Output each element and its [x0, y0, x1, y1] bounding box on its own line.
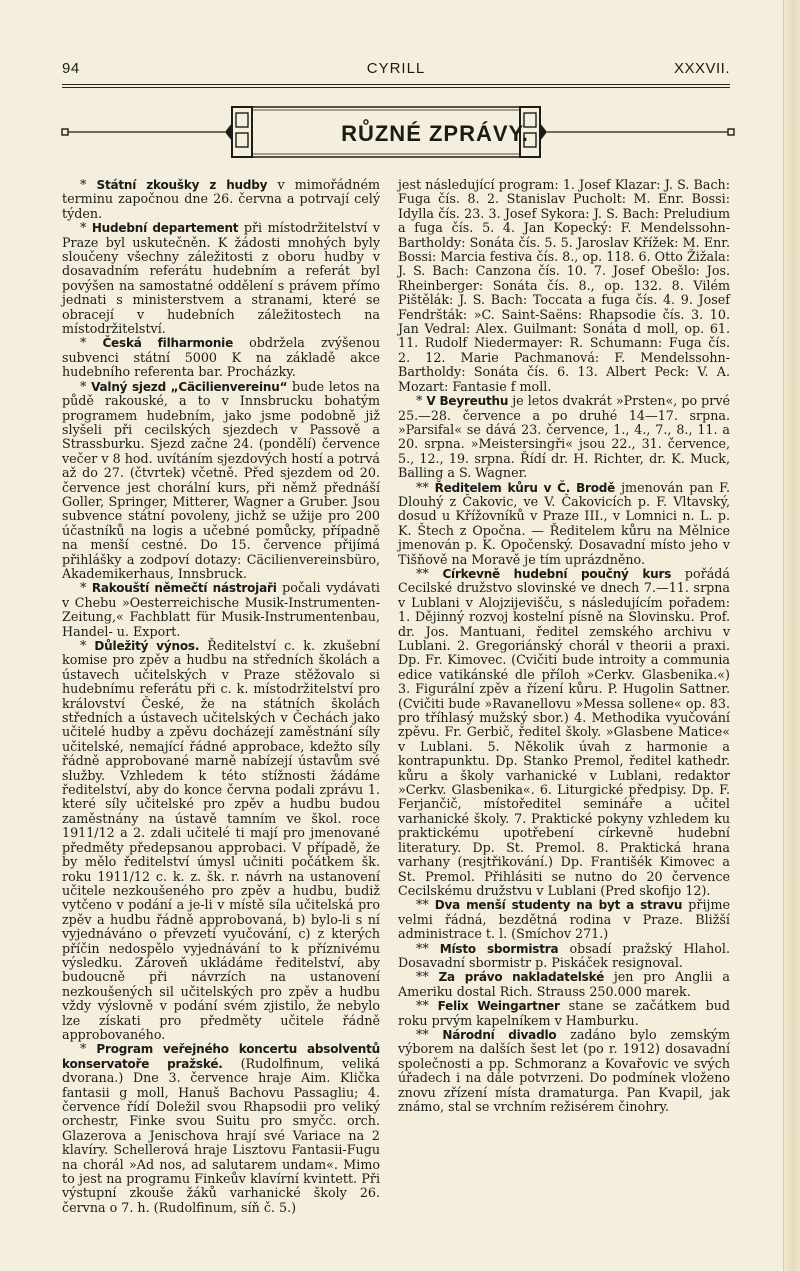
news-item: * Valný sjezd „Cäcilienvereinu“ bude letos na půdě rakouské, a to v Innsbrucku bohatým programem hudebním, jako jsme podobně již slyšeli při cecilských sjezdech v Passově a Strassburku. Sjezd začne 24. (pondělí) července večer v 8 hod. uvítáním sjezdových hostí a potrvá až do 27. (čtvrtek) včetně. Před sjezdem od 20. července jest chorální kurs, při němž přednáší Goller, Springer, Mitterer, Wagner a Gruber. Jsou subvence státní povoleny, jichž se užije pro 200 účastníků na logis a učebné pomůcky, případně na menší cestné. Do 15. července přijímá přihlášky a zodpoví dotazy: Cäcilienvereinsbüro, Akademikerhaus, Innsbruck.	[62, 378, 380, 581]
news-heading: Felix Weingartner	[437, 999, 560, 1014]
news-text: jen pro Anglii a Ameriku dostal Rich. Strauss 250.000 marek.	[398, 969, 730, 999]
left-column	[62, 178, 380, 1215]
news-item: * Rakouští němečtí nástrojaři počali vydávati v Chebu »Oesterreichische Musik-Instrumenten-Zeitung,« Fachblatt für Musik-Instrumentenbau, Handel- u. Export.	[62, 580, 380, 639]
news-heading: Valný sjezd „Cäcilienvereinu“	[91, 379, 288, 394]
news-heading: Rakouští němečtí nástrojaři	[91, 581, 277, 596]
volume-number: XXXVII.	[673, 60, 730, 77]
news-text: Ředitelství c. k. zkušební komise pro zpěv a hudbu na středních školách a ústavech učitelských v Praze stěžovalo si hudebnímu referátu při c. k. místodržitelství pro království České, že na státních školách středních a ústavech učitelských v Čechách jako učitelé hudby a zpěvu docházejí zaměstnání síly učitelské, nemající řádné approbace, kdežto síly řádně approbované marně nabízejí ústavům své služby. Vzhledem k této stížnosti žádáme ředitelství, aby do konce června podali zprávu 1. které síly učitelské pro zpěv a hudbu budou zaměstnány na ústavě tamním ve škol. roce 1911/12 a 2. zdali učitelé ti mají pro jmenované předměty předepsanou approbaci. V případě, že by mělo ředitelství úmysl učiniti počátkem šk. roku 1911/12 c. k. z. šk. r. návrh na ustanovení učitele nezkoušeného pro zpěv a hudbu, budiž vytčeno v podání a je-li v místě síla učitelská pro zpěv a hudbu řádně approbovaná, b) bylo-li s ní vyjednáváno o převzetí vyučování, c) z kterých příčin nedospělo vyjednávání to k příznivému výsledku. Zároveň ukládáme ředitelství, aby budoucně při návrzích na ustanovení nezkoušených sil učitelských pro zpěv a hudbu vždy výslovně v podání svém zjistilo, že nebylo lze získati pro předměty učitele řádně approbovaného.	[62, 638, 380, 1042]
news-item-continued	[398, 178, 730, 394]
news-heading: V Beyreuthu	[426, 394, 509, 409]
news-item: * Program veřejného koncertu absolventů konservatoře pražské. (Rudolfinum, veliká dvorana.) Dne 3. července hraje Aim. Klička fantasii g moll, Hanuš Bachovu Passagliu; 4. července řídí Doležil svou Rhapsodii pro veliký orchestr, Finke svou Suitu pro smyčc. orch. Glazerova a Jenischova hrají své Variace na 2 klavíry. Schellerová hraje Lisztovu Fantasii-Fugu na chorál »Ad nos, ad salutarem undam«. Mimo to jest na programu Finkeův klavírní kvintett. Při výstupní zkouše žáků varhanické školy 26. června o 7. h. (Rudolfinum, síň č. 5.)	[62, 1041, 380, 1215]
news-item: * V Beyreuthu je letos dvakrát »Prsten«, po prvé 25.—28. července a po druhé 14—17. srpna. »Parsifal« se dává 23. července, 1., 4., 7., 8., 11. a 20. srpna. »Meistersingři« jsou 22., 31. července, 5., 12., 19. srpna. Řídí dr. H. Richter, dr. K. Muck, Balling a S. Wagner.	[398, 393, 730, 481]
news-heading: Místo sbormistra	[439, 941, 559, 956]
news-heading: Za právo nakladatelské	[438, 970, 605, 985]
news-text: obsadí pražský Hlahol. Dosavadní sbormistr p. Piskáček resignoval.	[398, 940, 730, 970]
news-item: ** Za právo nakladatelské jen pro Anglii a Ameriku dostal Rich. Strauss 250.000 marek.	[398, 969, 730, 999]
news-heading: Národní divadlo	[442, 1027, 557, 1042]
news-heading: Dva menší studenty na byt a stravu	[434, 898, 683, 913]
news-heading: Státní zkoušky z hudby	[96, 178, 268, 192]
news-text: při místodržitelství v Praze byl uskutečněn. K žádosti mnohých byly sloučeny všechny záležitosti z oboru hudby v dosavadním referátu hudebním a referát byl povýšen na samostatné oddělení s právem přímo jednati s ministerstvem a stranami, které se obracejí v hudebních záležitostech na místodržitelství.	[62, 220, 380, 337]
right-column	[398, 178, 730, 1114]
news-text: zadáno bylo zemským výborem na dalších šest let (po r. 1912) dosavadní společnosti a pp. Schmoranz a Kovařovic ve svých úřadech i na dále potvrzeni. Do podmínek vloženo znovu zřízení místa dramaturga. Pan Kvapil, jak známo, stal se vrchním režisérem činohry.	[398, 1026, 730, 1114]
news-item: ** Ředitelem kůru v Č. Brodě jmenován pan F. Dlouhý z Čakovic, ve V. Čakovicích p. F. Vltavský, dosud u Křížovníků v Praze III., v Lomnici n. L. p. K. Štech z Opočna. — Ředitelem kůru na Mělnice jmenován p. K. Opočenský. Dosavadní místo jeho v Tišňově na Moravě je tím uprázdněno.	[398, 479, 730, 567]
news-text: bude letos na půdě rakouské, a to v Innsbrucku bohatým programem hudebním, jako jsme podobně již slyšeli při cecilských sjezdech v Passově a Strassburku. Sjezd začne 24. (pondělí) července večer v 8 hod. uvítáním sjezdových hostí a potrvá až do 27. (čtvrtek) včetně. Před sjezdem od 20. července jest chorální kurs, při němž přednáší Goller, Springer, Mitterer, Wagner a Gruber. Jsou subvence státní povoleny, jichž se užije pro 200 účastníků na logis a učebné pomůcky, případně na menší cestné. Do 15. července přijímá přihlášky a zodpoví dotazy: Cäcilienvereinsbüro, Akademikerhaus, Innsbruck.	[62, 378, 380, 581]
news-item: * Důležitý výnos. Ředitelství c. k. zkušební komise pro zpěv a hudbu na středních školách a ústavech učitelských v Praze stěžovalo si hudebnímu referátu při c. k. místodržitelství pro království České, že na státních školách středních a ústavech učitelských v Čechách jako učitelé hudby a zpěvu docházejí zaměstnání síly učitelské, nemající řádné approbace, kdežto síly řádně approbované marně nabízejí ústavům své služby. Vzhledem k této stížnosti žádáme ředitelství, aby do konce června podali zprávu 1. které síly učitelské pro zpěv a hudbu budou zaměstnány na ústavě tamním ve škol. roce 1911/12 a 2. zdali učitelé ti mají pro jmenované předměty předepsanou approbaci. V případě, že by mělo ředitelství úmysl učiniti počátkem šk. roku 1911/12 c. k. z. šk. r. návrh na ustanovení učitele nezkoušeného pro zpěv a hudbu, budiž vytčeno v podání a je-li v místě síla učitelská pro zpěv a hudbu řádně approbovaná, b) bylo-li s ní vyjednáváno o převzetí vyučování, c) z kterých příčin nedospělo vyjednávání to k příznivému výsledku. Zároveň ukládáme ředitelství, aby budoucně při návrzích na ustanovení nezkoušených sil učitelských pro zpěv a hudbu vždy výslovně v podání svém zjistilo, že nebylo lze získati pro předměty učitele řádně approbovaného.	[62, 638, 380, 1042]
news-item: ** Národní divadlo zadáno bylo zemským výborem na dalších šest let (po r. 1912) dosavadní společnosti a pp. Schmoranz a Kovařovic ve svých úřadech i na dále potvrzeni. Do podmínek vloženo znovu zřízení místa dramaturga. Pan Kvapil, jak známo, stal se vrchním režisérem činohry.	[398, 1026, 730, 1114]
news-text: je letos dvakrát »Prsten«, po prvé 25.—28. července a po druhé 14—17. srpna. »Parsifal« se dává 23. července, 1., 4., 7., 8., 11. a 20. srpna. »Meistersingři« jsou 22., 31. července, 5., 12., 19. srpna. Řídí dr. H. Richter, dr. K. Muck, Balling a S. Wagner.	[398, 393, 730, 481]
news-item: ** Dva menší studenty na byt a stravu přijme velmi řádná, bezdětná rodina v Praze. Bližší administrace t. l. (Smíchov 271.)	[398, 897, 730, 942]
news-text: obdržela zvýšenou subvenci státní 5000 K na základě akce hudebního referenta bar. Procházky.	[62, 335, 380, 380]
section-title: RŮZNÉ ZPRÁVY.	[341, 121, 529, 146]
journal-title: CYRILL	[366, 60, 426, 77]
news-item: * Státní zkoušky z hudby v mimořádném terminu započnou dne 26. června a potrvají celý týden.	[62, 177, 380, 221]
news-text: jest následující program: 1. Josef Klazar: J. S. Bach: Fuga čís. 8. 2. Stanislav Pucholt: M. Enr. Bossi: Idylla čís. 23. 3. Josef Sykora: J. S. Bach: Preludium a fuga čís. 5. 4. Jan Kopecký: F. Mendelssohn-Bartholdy: Sonáta čís. 5. 5. Jaroslav Křížek: M. Enr. Bossi: Marcia festiva čís. 8., op. 118. 6. Otto Žižala: J. S. Bach: Canzona čís. 10. 7. Josef Obešlo: Jos. Rheinberger: Sonáta čís. 8., op. 132. 8. Vilém Pištělák: J. S. Bach: Toccata a fuga čís. 4. 9. Josef Fendršták: »C. Saint-Saëns: Rhapsodie čís. 3. 10. Jan Vedral: Alex. Guilmant: Sonáta d moll, op. 61. 11. Rudolf Niedermayer: R. Schumann: Fuga čís. 2. 12. Marie Pachmanová: F. Mendelssohn-Bartholdy: Sonáta čís. 6. 13. Albert Peck: V. A. Mozart: Fantasie f moll.	[398, 177, 730, 394]
news-text: pořádá Cecilské družstvo slovinské ve dnech 7.—11. srpna v Lublani v Alojzijevišču, s následujícím pořadem: 1. Dějinný rozvoj kostelní písně na Slovinsku. Prof. dr. Jos. Mantuani, ředitel zemského archivu v Lublani. 2. Gregoriánský chorál v theorii a praxi. Dp. Fr. Kimovec. (Cvičiti bude introity a communia edice vatikánské dle příloh »Cerkv. Glasbenika.«) 3. Figurální zpěv a řízení kůru. P. Hugolin Sattner. (Cvičiti bude »Ravanellovu »Messa sollene« op. 83. pro tříhlasý mužský sbor.) 4. Methodika vyučování zpěvu. Fr. Gerbič, ředitel školy. »Glasbene Matice« v Lublani. 5. Několik úvah z harmonie a kontrapunktu. Dp. Stanko Premol, ředitel kathedr. kůru a školy varhanické v Lublani, redaktor »Cerkv. Glasbenika«. 6. Liturgické předpisy. Dp. F. Ferjančič, místoředitel semináře a učitel varhanické školy. 7. Praktické pokyny vzhledem ku praktickému upotřebení církevně hudební literatury. Dp. St. Premol. 8. Praktická hrana varhany (resjtřikování.) Dp. Františék Kimovec a St. Premol. Přihlásiti se nutno do 20 července Cecilskému družstvu v Lublani (Pred skofijo 12).	[398, 565, 730, 898]
news-heading: Česká filharmonie	[102, 336, 234, 351]
news-heading: Důležitý výnos.	[94, 639, 200, 653]
news-text: počali vydávati v Chebu »Oesterreichische Musik-Instrumenten-Zeitung,« Fachblatt für Musik-Instrumentenbau, Handel- u. Export.	[62, 580, 380, 639]
news-heading: Hudební departement	[91, 221, 239, 236]
news-item: ** Místo sbormistra obsadí pražský Hlahol. Dosavadní sbormistr p. Piskáček resignoval.	[398, 940, 730, 970]
page-edge	[783, 0, 800, 1271]
news-text: přijme velmi řádná, bezdětná rodina v Praze. Bližší administrace t. l. (Smíchov 271.)	[398, 897, 730, 942]
news-heading: Církevně hudební poučný kurs	[442, 566, 672, 581]
header-rule	[62, 84, 730, 85]
news-text: stane se začátkem bud roku prvým kapelníkem v Hamburku.	[398, 998, 731, 1028]
section-banner	[60, 103, 738, 161]
news-text: jmenován pan F. Dlouhý z Čakovic, ve V. Čakovicích p. F. Vltavský, dosud u Křížovníků v Praze III., v Lomnici n. L. p. K. Štech z Opočna. — Ředitelem kůru na Mělnice jmenován p. K. Opočenský. Dosavadní místo jeho v Tišňově na Moravě je tím uprázdněno.	[398, 479, 730, 567]
header-rule-thin	[62, 87, 730, 88]
news-item: ** Církevně hudební poučný kurs pořádá Cecilské družstvo slovinské ve dnech 7.—11. srpna v Lublani v Alojzijevišču, s následujícím pořadem: 1. Dějinný rozvoj kostelní písně na Slovinsku. Prof. dr. Jos. Mantuani, ředitel zemského archivu v Lublani. 2. Gregoriánský chorál v theorii a praxi. Dp. Fr. Kimovec. (Cvičiti bude introity a communia edice vatikánské dle příloh »Cerkv. Glasbenika.«) 3. Figurální zpěv a řízení kůru. P. Hugolin Sattner. (Cvičiti bude »Ravanellovu »Messa sollene« op. 83. pro tříhlasý mužský sbor.) 4. Methodika vyučování zpěvu. Fr. Gerbič, ředitel školy. »Glasbene Matice« v Lublani. 5. Několik úvah z harmonie a kontrapunktu. Dp. Stanko Premol, ředitel kathedr. kůru a školy varhanické v Lublani, redaktor »Cerkv. Glasbenika«. 6. Liturgické předpisy. Dp. F. Ferjančič, místoředitel semináře a učitel varhanické školy. 7. Praktické pokyny vzhledem ku praktickému upotřebení církevně hudební literatury. Dp. St. Premol. 8. Praktická hrana varhany (resjtřikování.) Dp. Františék Kimovec a St. Premol. Přihlásiti se nutno do 20 července Cecilskému družstvu v Lublani (Pred skofijo 12).	[398, 565, 730, 898]
news-heading: Program veřejného koncertu absolventů konservatoře pražské.	[62, 1042, 380, 1071]
news-text: v mimořádném terminu započnou dne 26. června a potrvají celý týden.	[62, 177, 380, 221]
news-text: (Rudolfinum, veliká dvorana.) Dne 3. července hraje Aim. Klička fantasii g moll, Hanuš Bachovu Passagliu; 4. července řídí Doležil svou Rhapsodii pro veliký orchestr, Finke svou Suitu pro smyčc. orch. Glazerova a Jenischova hrají své Variace na 2 klavíry. Schellerová hraje Lisztovu Fantasii-Fugu na chorál »Ad nos, ad salutarem undam«. Mimo to jest na programu Finkeův klavírní kvintett. Při výstupní zkouše žáků varhanické školy 26. června o 7. h. (Rudolfinum, síň č. 5.)	[62, 1055, 380, 1215]
news-item: * Hudební departement při místodržitelství v Praze byl uskutečněn. K žádosti mnohých byly sloučeny všechny záležitosti z oboru hudby v dosavadním referátu hudebním a referát byl povýšen na samostatné oddělení s právem přímo jednati s ministerstvem a stranami, které se obracejí v hudebních záležitostech na místodržitelství.	[62, 220, 380, 337]
page-number: 94	[62, 60, 80, 77]
news-item: ** Felix Weingartner stane se začátkem bud roku prvým kapelníkem v Hamburku.	[398, 998, 731, 1028]
running-header	[62, 60, 730, 80]
news-item: * Česká filharmonie obdržela zvýšenou subvenci státní 5000 K na základě akce hudebního referenta bar. Procházky.	[62, 335, 380, 380]
news-heading: Ředitelem kůru v Č. Brodě	[434, 480, 616, 495]
